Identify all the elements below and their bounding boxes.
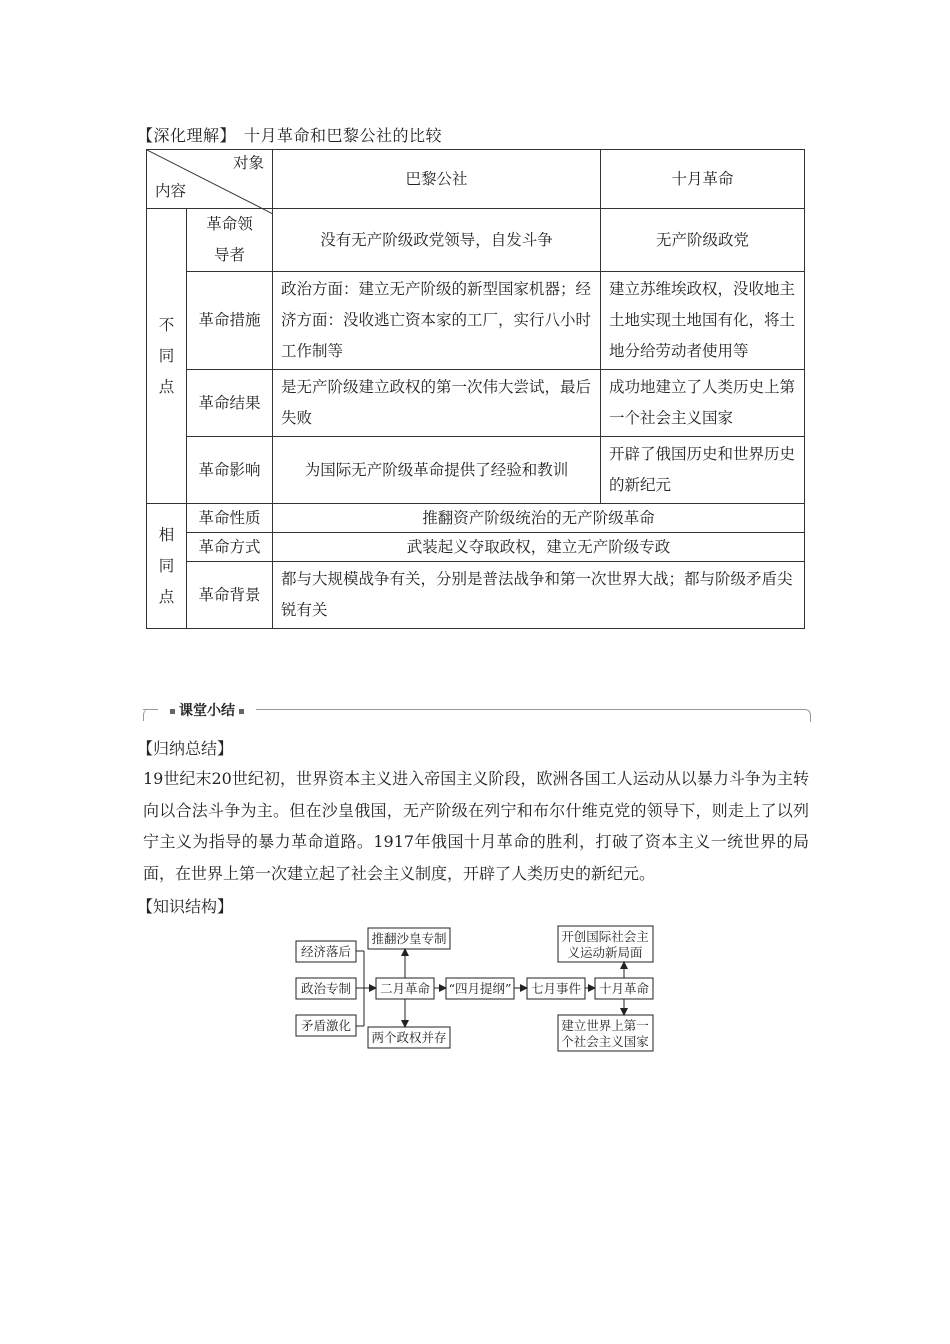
header-october: 十月革命 bbox=[601, 150, 805, 209]
comparison-table bbox=[146, 149, 805, 629]
node-intl-line2: 义运动新局面 bbox=[567, 945, 643, 960]
row-name: 革命措施 bbox=[187, 272, 273, 370]
header-content: 内容 bbox=[155, 182, 187, 200]
row-paris: 没有无产阶级政党领导，自发斗争 bbox=[273, 209, 601, 272]
row-name: 革命背景 bbox=[187, 562, 273, 629]
section-title: 课堂小结 bbox=[158, 700, 256, 720]
node-april: “四月提纲” bbox=[448, 981, 512, 996]
row-name: 革命性质 bbox=[187, 504, 273, 533]
row-paris: 是无产阶级建立政权的第一次伟大尝试，最后失败 bbox=[273, 370, 601, 437]
bullet-dot bbox=[170, 709, 175, 714]
header-paris: 巴黎公社 bbox=[273, 150, 601, 209]
node-intl-line1: 开创国际社会主 bbox=[561, 929, 649, 944]
summary-paragraph: 19世纪末20世纪初，世界资本主义进入帝国主义阶段，欧洲各国工人运动从以暴力斗争为主转向以合法斗争为主。但在沙皇俄国，无产阶级在列宁和布尔什维克党的领导下，则走上了以列宁主义为指导的暴力革命道路。1917年俄国十月革命的胜利，打破了资本主义一统世界的局面，在世界上第一次建立起了社会主义制度，开辟了人类历史的新纪元。 bbox=[143, 769, 809, 883]
row-paris: 为国际无产阶级革命提供了经验和教训 bbox=[273, 437, 601, 504]
node-dual: 两个政权并存 bbox=[371, 1030, 447, 1045]
row-paris: 政治方面：建立无产阶级的新型国家机器；经济方面：没收逃亡资本家的工厂，实行八小时工作制等 bbox=[273, 272, 601, 370]
same-label: 相 同 点 bbox=[147, 504, 187, 629]
row-october: 无产阶级政党 bbox=[601, 209, 805, 272]
bullet-dot bbox=[239, 709, 244, 714]
node-oct: 十月革命 bbox=[598, 981, 650, 996]
deepen-label: 【深化理解】 bbox=[137, 126, 237, 145]
diff-label: 不 同 点 bbox=[147, 209, 187, 504]
row-name: 革命影响 bbox=[187, 437, 273, 504]
row-october: 建立苏维埃政权，没收地主土地实现土地国有化，将土地分给劳动者使用等 bbox=[601, 272, 805, 370]
node-overthrow: 推翻沙皇专制 bbox=[371, 931, 447, 946]
node-first-line2: 个社会主义国家 bbox=[561, 1034, 649, 1049]
diagonal-header-cell bbox=[147, 150, 273, 209]
deepen-heading bbox=[137, 123, 442, 146]
table-row bbox=[147, 370, 805, 437]
table-row bbox=[147, 504, 805, 533]
section-divider-left bbox=[143, 709, 154, 721]
table-row bbox=[147, 209, 805, 272]
summary-label: 【归纳总结】 bbox=[137, 739, 234, 758]
node-political: 政治专制 bbox=[300, 981, 352, 996]
node-first-line1: 建立世界上第一 bbox=[561, 1018, 649, 1033]
table-row bbox=[147, 533, 805, 562]
node-feb: 二月革命 bbox=[379, 981, 431, 996]
deepen-title: 十月革命和巴黎公社的比较 bbox=[244, 126, 443, 145]
row-common: 武装起义夺取政权，建立无产阶级专政 bbox=[273, 533, 805, 562]
row-common: 推翻资产阶级统治的无产阶级革命 bbox=[273, 504, 805, 533]
row-name: 革命领导者 bbox=[187, 209, 273, 272]
row-name: 革命方式 bbox=[187, 533, 273, 562]
header-object: 对象 bbox=[232, 154, 264, 172]
node-conflict: 矛盾激化 bbox=[300, 1018, 352, 1033]
structure-label: 【知识结构】 bbox=[137, 897, 234, 916]
row-october: 成功地建立了人类历史上第一个社会主义国家 bbox=[601, 370, 805, 437]
table-header-row bbox=[147, 150, 805, 209]
knowledge-structure-diagram bbox=[290, 920, 670, 1056]
table-row bbox=[147, 562, 805, 629]
table-row bbox=[147, 437, 805, 504]
node-economic: 经济落后 bbox=[300, 944, 352, 959]
node-july: 七月事件 bbox=[530, 981, 582, 996]
row-name: 革命结果 bbox=[187, 370, 273, 437]
row-common: 都与大规模战争有关，分别是普法战争和第一次世界大战；都与阶级矛盾尖锐有关 bbox=[273, 562, 805, 629]
row-october: 开辟了俄国历史和世界历史的新纪元 bbox=[601, 437, 805, 504]
table-row bbox=[147, 272, 805, 370]
